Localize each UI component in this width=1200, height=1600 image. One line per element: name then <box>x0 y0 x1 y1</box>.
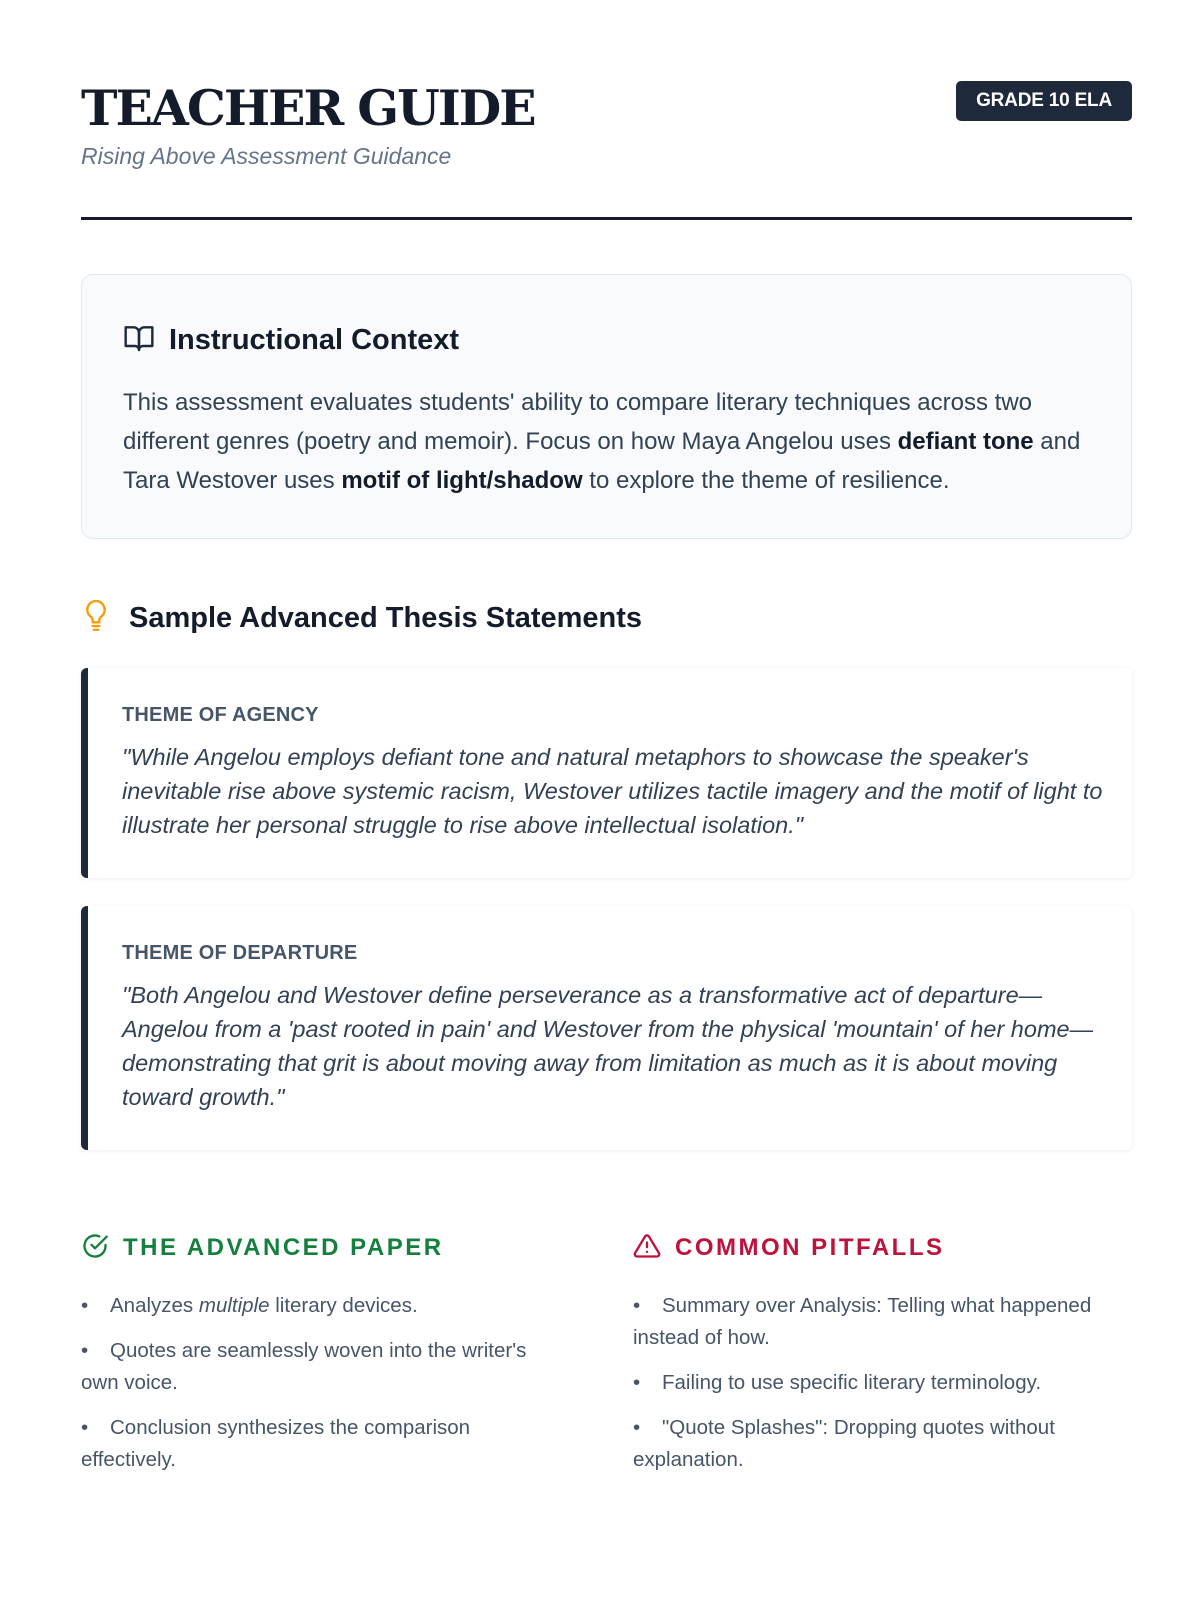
list-item-emphasis: multiple <box>198 1294 270 1317</box>
context-heading <box>123 323 1091 357</box>
list-item <box>633 1412 1113 1476</box>
advanced-paper-title: THE ADVANCED PAPER <box>123 1234 444 1261</box>
common-pitfalls-heading <box>633 1230 1113 1266</box>
list-item-text: literary devices. <box>269 1294 418 1317</box>
advanced-paper-heading <box>81 1230 561 1266</box>
list-item-text: Summary over Analysis: Telling what happened instead of how. <box>633 1294 1092 1349</box>
lightbulb-icon <box>81 598 111 639</box>
list-item-text: Failing to use specific literary terminology. <box>662 1371 1042 1394</box>
thesis-card-agency <box>81 668 1132 878</box>
advanced-paper-list <box>81 1290 561 1476</box>
context-title: Instructional Context <box>169 323 460 356</box>
page-subtitle: Rising Above Assessment Guidance <box>81 143 452 169</box>
thesis-card-departure <box>81 906 1132 1150</box>
common-pitfalls-column <box>633 1230 1113 1489</box>
list-item <box>81 1290 561 1322</box>
thesis-section-title: Sample Advanced Thesis Statements <box>129 602 643 634</box>
list-item-text: Quotes are seamlessly woven into the writer's own voice. <box>81 1339 527 1394</box>
thesis-card-quote: "Both Angelou and Westover define perseverance as a transformative act of departure—Angelou from a 'past rooted in pain' and Westover from the physical 'mountain' of her home—demonstrating that grit is about moving away from limitation as much as it is about moving toward growth." <box>122 982 1094 1110</box>
list-item-text: Analyzes <box>110 1294 199 1317</box>
page-title: TEACHER GUIDE <box>81 79 535 137</box>
context-body <box>123 383 1091 500</box>
context-text-1: This assessment evaluates students' ability to compare literary techniques across two different genres (poetry and memoir). Focus on how Maya Angelou uses <box>123 389 1032 455</box>
book-open-icon <box>123 322 155 359</box>
warning-triangle-icon <box>633 1232 661 1265</box>
list-item <box>633 1290 1113 1354</box>
thesis-card-label: THEME OF AGENCY <box>122 704 319 726</box>
list-item-text: "Quote Splashes": Dropping quotes without explanation. <box>633 1416 1055 1471</box>
bullet: • <box>633 1371 641 1394</box>
context-text-3: to explore the theme of resilience. <box>582 467 950 494</box>
instructional-context-panel <box>81 274 1132 539</box>
common-pitfalls-list <box>633 1290 1113 1476</box>
context-emphasis-tone: defiant tone <box>897 428 1034 455</box>
advanced-paper-column <box>81 1230 561 1489</box>
bullet: • <box>633 1294 641 1317</box>
common-pitfalls-title: COMMON PITFALLS <box>675 1234 945 1261</box>
grade-badge: GRADE 10 ELA <box>956 81 1132 121</box>
bullet: • <box>81 1339 89 1362</box>
context-emphasis-motif: motif of light/shadow <box>341 467 583 494</box>
check-circle-icon <box>81 1232 109 1265</box>
list-item <box>633 1367 1113 1399</box>
bullet: • <box>81 1416 89 1439</box>
context-text-2: and Tara Westover uses <box>123 428 1081 494</box>
thesis-heading <box>81 598 642 639</box>
list-item-text: Conclusion synthesizes the comparison effectively. <box>81 1416 471 1471</box>
teacher-guide-page <box>81 0 1132 1471</box>
list-item <box>81 1412 561 1476</box>
thesis-card-quote: "While Angelou employs defiant tone and natural metaphors to showcase the speaker's inevitable rise above systemic racism, Westover utilizes tactile imagery and the motif of light to illustrate her personal struggle to rise above intellectual isolation." <box>122 744 1103 838</box>
page-header <box>81 0 1132 220</box>
list-item <box>81 1335 561 1399</box>
bullet: • <box>633 1416 641 1439</box>
thesis-card-label: THEME OF DEPARTURE <box>122 942 358 964</box>
bullet: • <box>81 1294 89 1317</box>
